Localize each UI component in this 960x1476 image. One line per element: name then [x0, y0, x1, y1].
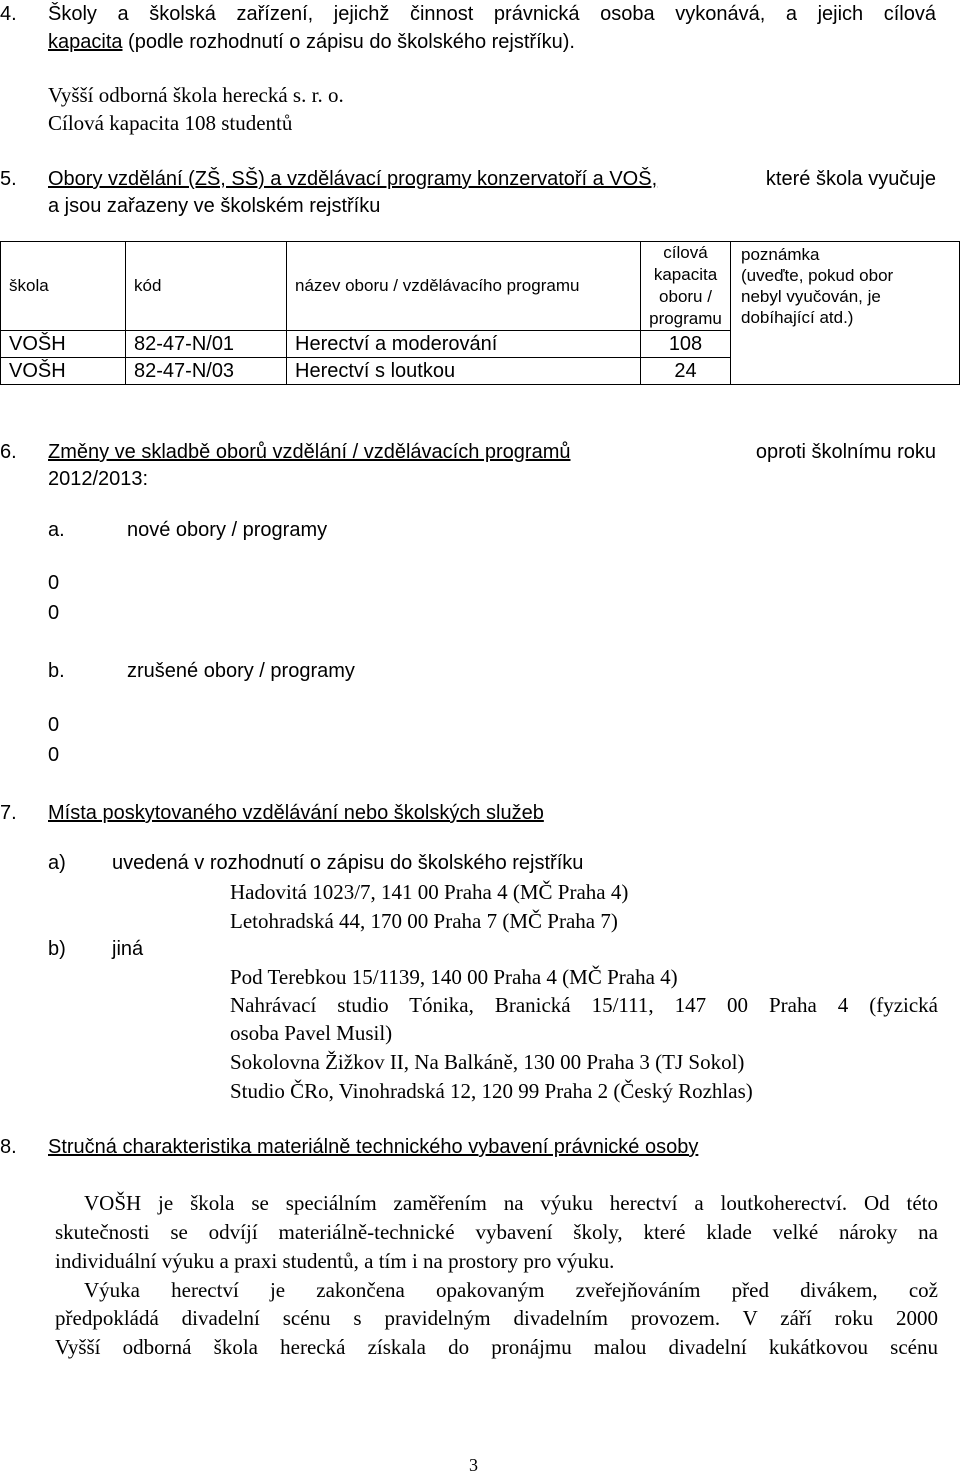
s5-title-line2: a jsou zařazeny ve školském rejstříku [48, 195, 381, 217]
header-note-l2: (uveďte, pokud obor [741, 266, 894, 285]
s6-a-label: a. [48, 519, 65, 541]
s5-title-underlined: Obory vzdělání (ZŠ, SŠ) a vzdělávací programy konzervatoří a VOŠ, [48, 168, 658, 190]
header-name: název oboru / vzdělávacího programu [287, 242, 641, 331]
table-row [1, 358, 960, 385]
s7-title: Místa poskytovaného vzdělávání nebo školských služeb [48, 802, 544, 824]
table-row [1, 331, 960, 358]
s8-p1-line3: individuální výuku a praxi studentů, a tím i na prostory pro výuku. [55, 1249, 615, 1273]
row1-capacity: 108 [641, 331, 731, 358]
s8-title: Stručná charakteristika materiálně technického vybavení právnické osoby [48, 1136, 699, 1158]
s8-p1-line2: skutečnosti se odvíjí materiálně-technické vybavení školy, které klade velké nároky na [55, 1220, 938, 1244]
page-number: 3 [469, 1455, 478, 1475]
row1-school: VOŠH [1, 331, 126, 358]
fields-table [0, 241, 960, 385]
header-note-l1: poznámka [741, 245, 820, 264]
s6-number: 6. [0, 441, 17, 463]
row2-code: 82-47-N/03 [126, 358, 287, 385]
s6-b-text: zrušené obory / programy [127, 660, 355, 682]
s8-p2-line1: Výuka herectví je zakončena opakovaným zveřejňováním před divákem, což [84, 1278, 938, 1302]
row1-note [731, 331, 960, 358]
s5-title-line1 [48, 168, 936, 191]
s7-b-text: jiná [112, 938, 144, 960]
s7-a-text: uvedená v rozhodnutí o zápisu do školského rejstříku [112, 852, 584, 874]
s6-title-line1 [48, 441, 936, 464]
s7-b-label: b) [48, 938, 66, 960]
s4-capacity: Cílová kapacita 108 studentů [48, 111, 293, 135]
row2-note [731, 358, 960, 385]
s4-school-name: Vyšší odborná škola herecká s. r. o. [48, 83, 344, 107]
header-capacity-l2: kapacita [653, 265, 718, 284]
header-capacity-l3: oboru / [659, 287, 712, 306]
header-note-l4: dobíhající atd.) [741, 308, 854, 327]
s7-number: 7. [0, 802, 17, 824]
s6-a-text: nové obory / programy [127, 519, 328, 541]
s6-b-value-2: 0 [48, 744, 60, 766]
row1-code: 82-47-N/01 [126, 331, 287, 358]
s6-a-value-1: 0 [48, 572, 60, 594]
s7-other-2-line2: osoba Pavel Musil) [230, 1021, 393, 1045]
s6-title-line2: 2012/2013: [48, 468, 149, 490]
s8-p2-line2: předpokládá divadelní scénu s pravidelným divadelním provozem. V září roku 2000 [55, 1306, 938, 1330]
table-header-row [1, 242, 960, 331]
row2-capacity: 24 [641, 358, 731, 385]
row1-name: Herectví a moderování [287, 331, 641, 358]
s6-title-rest: oproti školnímu roku [755, 441, 936, 463]
s4-title-rest: (podle rozhodnutí o zápisu do školského rejstříku). [122, 31, 575, 53]
s6-b-value-1: 0 [48, 714, 60, 736]
header-capacity-l4: programu [649, 309, 722, 328]
row2-name: Herectví s loutkou [287, 358, 641, 385]
s7-address-1: Hadovitá 1023/7, 141 00 Praha 4 (MČ Praha 4) [230, 880, 629, 904]
s7-a-label: a) [48, 852, 66, 874]
s4-number: 4. [0, 3, 17, 25]
header-code: kód [126, 242, 287, 331]
s7-other-4: Studio ČRo, Vinohradská 12, 120 99 Praha 2 (Český Rozhlas) [230, 1079, 753, 1103]
header-note-l3: nebyl vyučován, je [741, 287, 881, 306]
row2-school: VOŠH [1, 358, 126, 385]
s7-address-2: Letohradská 44, 170 00 Praha 7 (MČ Praha 7) [230, 909, 618, 933]
s7-other-1: Pod Terebkou 15/1139, 140 00 Praha 4 (MČ Praha 4) [230, 965, 678, 989]
s8-p2-line3: Vyšší odborná škola herecká získala do pronájmu malou divadelní kukátkovou scénu [55, 1335, 938, 1359]
header-note [731, 242, 960, 331]
s8-number: 8. [0, 1136, 17, 1158]
header-capacity-l1: cílová [663, 243, 708, 262]
s4-title-line2 [48, 31, 575, 54]
header-capacity [641, 242, 731, 331]
s6-b-label: b. [48, 660, 65, 682]
s4-title-line1: Školy a školská zařízení, jejichž činnost právnická osoba vykonává, a jejich cílová [48, 3, 936, 25]
s6-a-value-2: 0 [48, 602, 60, 624]
s8-p1-line1: VOŠH je škola se speciálním zaměřením na výuku herectví a loutkoherectví. Od této [84, 1191, 938, 1215]
s6-title-underlined: Změny ve skladbě oborů vzdělání / vzdělávacích programů [48, 441, 571, 463]
s5-title-rest: které škola vyučuje [765, 168, 936, 190]
s5-number: 5. [0, 168, 17, 190]
s7-other-2-line1: Nahrávací studio Tónika, Branická 15/111, 147 00 Praha 4 (fyzická [230, 993, 938, 1017]
s4-title-underlined: kapacita [48, 31, 123, 53]
s7-other-3: Sokolovna Žižkov II, Na Balkáně, 130 00 Praha 3 (TJ Sokol) [230, 1050, 745, 1074]
header-school: škola [1, 242, 126, 331]
